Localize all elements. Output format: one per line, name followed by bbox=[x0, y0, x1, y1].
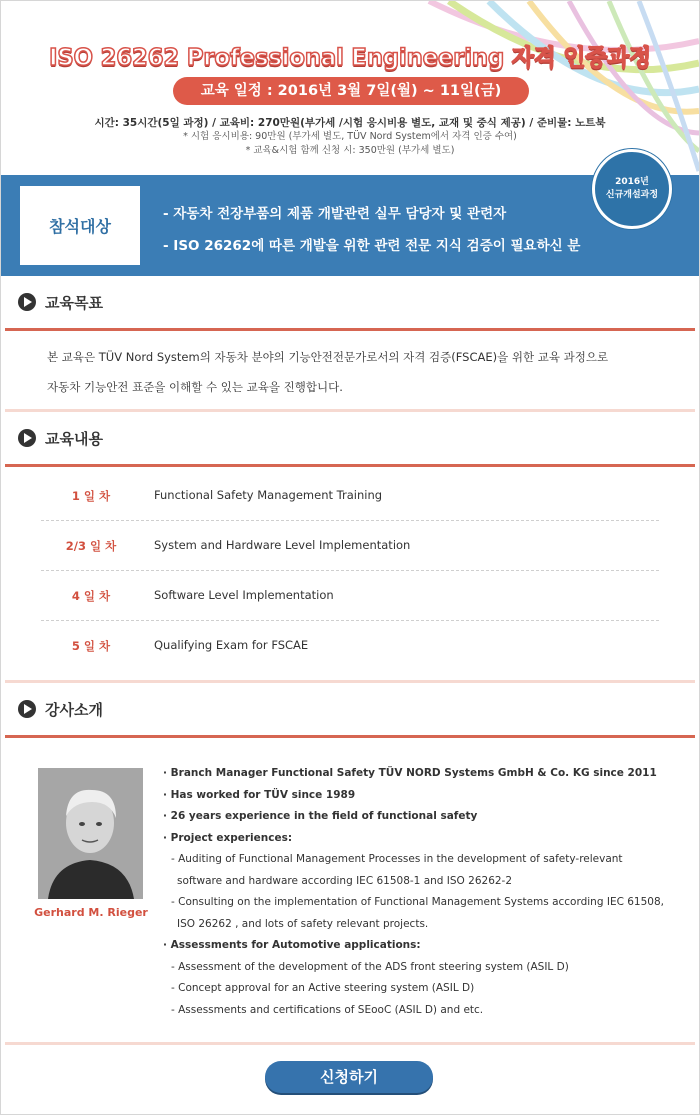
bio-line: · Project experiences: bbox=[163, 831, 293, 844]
schedule-date-pill: 교육 일정 : 2016년 3월 7일(월) ~ 11일(금) bbox=[173, 77, 529, 105]
content-heading: 교육내용 bbox=[45, 430, 103, 448]
goal-line-2: 자동차 기능안전 표준을 이해할 수 있는 교육을 진행합니다. bbox=[47, 380, 343, 394]
divider bbox=[5, 1042, 695, 1045]
instructor-bio bbox=[163, 767, 683, 1025]
schedule-desc: Functional Safety Management Training bbox=[154, 488, 383, 502]
content-section-header bbox=[1, 412, 699, 464]
schedule-list bbox=[1, 467, 699, 670]
schedule-desc: Software Level Implementation bbox=[154, 588, 334, 602]
schedule-row bbox=[41, 521, 659, 571]
play-circle-icon bbox=[18, 700, 36, 718]
schedule-desc: System and Hardware Level Implementation bbox=[154, 538, 411, 552]
schedule-row bbox=[41, 571, 659, 621]
instructor-section-header bbox=[1, 683, 699, 735]
bio-line: · Has worked for TÜV since 1989 bbox=[163, 788, 356, 801]
goal-line-1: 본 교육은 TÜV Nord System의 자동차 분야의 기능안전전문가로서의 자격 검증(FSCAE)을 위한 교육 과정으로 bbox=[47, 350, 609, 364]
instructor-photo bbox=[38, 768, 143, 899]
bio-line: software and hardware according IEC 61508-1 and ISO 26262-2 bbox=[177, 874, 513, 887]
badge-text: 신규개설과정 bbox=[605, 190, 659, 200]
bio-line: - Assessment of the development of the ADS front steering system (ASIL D) bbox=[171, 960, 569, 973]
new-course-badge bbox=[592, 149, 672, 229]
bio-line: · Assessments for Automotive applications: bbox=[163, 939, 421, 951]
target-list bbox=[163, 202, 580, 266]
bio-line: - Auditing of Functional Management Processes in the development of safety-relevant bbox=[171, 853, 623, 865]
course-info-note-combo: * 교육&시험 함께 신청 시: 350만원 (부가세 별도) bbox=[245, 145, 455, 156]
schedule-row bbox=[41, 471, 659, 521]
target-item-1: - 자동차 전장부품의 제품 개발관련 실무 담당자 및 관련자 bbox=[163, 206, 507, 222]
instructor-heading: 강사소개 bbox=[45, 701, 103, 719]
instructor-panel bbox=[1, 738, 699, 1042]
goal-heading: 교육목표 bbox=[45, 294, 103, 312]
instructor-name: Gerhard M. Rieger bbox=[34, 906, 148, 919]
target-label: 참석대상 bbox=[20, 186, 140, 265]
schedule-day: 2/3 일 차 bbox=[65, 539, 117, 553]
bio-line: - Assessments and certifications of SEooC (ASIL D) and etc. bbox=[171, 1003, 484, 1016]
bio-line: · Branch Manager Functional Safety TÜV NORD Systems GmbH & Co. KG since 2011 bbox=[163, 767, 657, 779]
header bbox=[1, 1, 699, 175]
page-title: ISO 26262 Professional Engineering 자격 인증과정 bbox=[49, 45, 651, 71]
schedule-day: 4 일 차 bbox=[71, 589, 111, 603]
bio-line: - Concept approval for an Active steering system (ASIL D) bbox=[171, 982, 475, 994]
goal-text bbox=[1, 331, 699, 409]
goal-section-header bbox=[1, 276, 699, 328]
bio-line: ISO 26262 , and lots of safety relevant projects. bbox=[177, 917, 429, 930]
apply-button[interactable]: 신청하기 bbox=[265, 1061, 433, 1093]
target-item-2: - ISO 26262에 따른 개발을 위한 관련 전문 지식 검증이 필요하신 분 bbox=[163, 238, 581, 254]
play-circle-icon bbox=[18, 293, 36, 311]
bio-line: · 26 years experience in the field of functional safety bbox=[163, 810, 478, 822]
course-info-note-exam: * 시험 응시비용: 90만원 (부가세 별도, TÜV Nord System에서 자격 인증 수여) bbox=[183, 131, 517, 142]
schedule-day: 5 일 차 bbox=[71, 639, 111, 653]
play-circle-icon bbox=[18, 429, 36, 447]
portrait-image bbox=[38, 768, 143, 899]
course-info bbox=[1, 115, 699, 158]
schedule-row bbox=[41, 621, 659, 670]
bio-line: - Consulting on the implementation of Functional Management Systems according IEC 61508, bbox=[171, 896, 664, 908]
course-info-main: 시간: 35시간(5일 과정) / 교육비: 270만원(부가세 /시험 응시비용 별도, 교재 및 중식 제공) / 준비물: 노트북 bbox=[94, 117, 606, 129]
schedule-desc: Qualifying Exam for FSCAE bbox=[154, 638, 309, 652]
schedule-day: 1 일 차 bbox=[71, 489, 111, 503]
badge-year: 2016년 bbox=[615, 177, 649, 187]
